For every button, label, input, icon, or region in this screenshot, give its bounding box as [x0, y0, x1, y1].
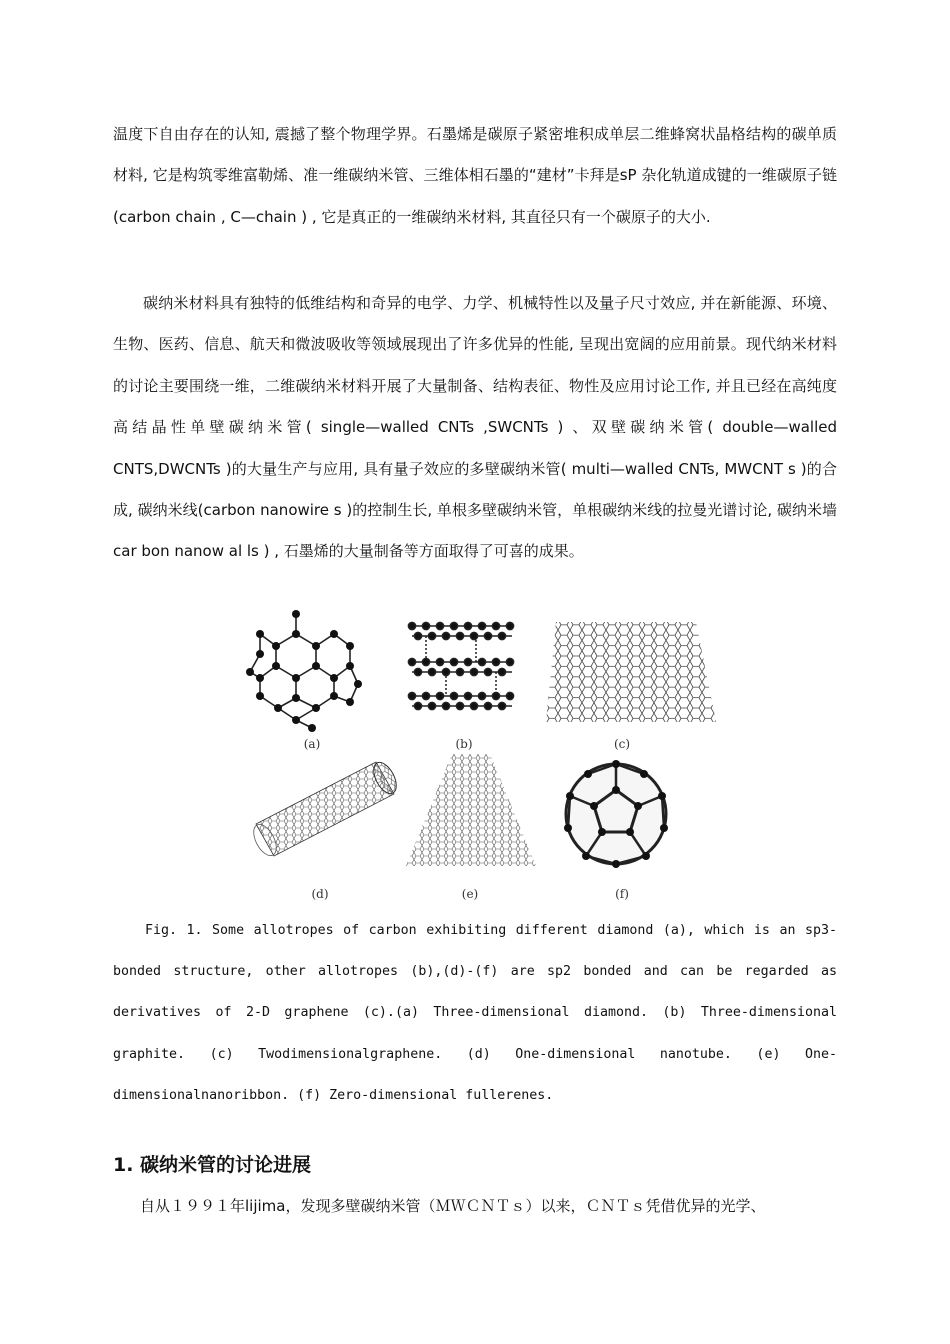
carbon-allotropes-figure: [246, 604, 716, 904]
nanoribbon-structure: [406, 754, 536, 866]
graphite-structure: [408, 622, 513, 709]
label-e: (e): [461, 887, 479, 901]
label-c: (c): [613, 737, 631, 751]
paragraph-carbon-nanomaterials: 碳纳米材料具有独特的低维结构和奇异的电学、力学、机械特性以及量子尺寸效应, 并在新能源、环境、生物、医药、信息、航天和微波吸收等领域展现出了许多优异的性能, 呈现出宽阔的应用前景。现代纳米材料的讨论主要围绕一维，二维碳纳米材料开展了大量制备、结构表征、物性及应用讨论工作, 并且已经在高纯度高结晶性单壁碳纳米管( single—walled CNTs ,SWCNTs ) 、双壁碳纳米管( double—walled CNTS,DWCNTs )的大量生产与应用, 具有量子效应的多壁碳纳米管( multi—walled CNTs, MWCNT s )的合成, 碳纳米线(carbon nanowire s )的控制生长, 单根多壁碳纳米管，单根碳纳米线的拉曼光谱讨论, 碳纳米墙car bon nanow al ls ) , 石墨烯的大量制备等方面取得了可喜的成果。: [113, 294, 837, 561]
nanotube-structure: [249, 759, 401, 859]
fullerene-structure: [564, 760, 668, 868]
label-a: (a): [303, 737, 321, 751]
paragraph-cnt-history: 自从１９９１年lijima，发现多壁碳纳米管（ＭＷＣＮＴｓ）以来，ＣＮＴｓ凭借优异的光学、: [140, 1197, 766, 1215]
label-b: (b): [455, 737, 473, 751]
allotropes-illustration: [246, 604, 716, 904]
label-f: (f): [615, 887, 629, 901]
label-d: (d): [311, 887, 329, 901]
section-heading: 1. 碳纳米管的讨论进展: [113, 1154, 312, 1176]
graphene-sheet: [546, 622, 716, 722]
paragraph-graphene-intro: 温度下自由存在的认知, 震撼了整个物理学界。石墨烯是碳原子紧密堆积成单层二维蜂窝状晶格结构的碳单质材料, 它是构筑零维富勒烯、准一维碳纳米管、三维体相石墨的“建材”卡拜是sP 杂化轨道成键的一维碳原子链(carbon chain , C—chain ) , 它是真正的一维碳纳米材料, 其直径只有一个碳原子的大小.: [113, 125, 837, 226]
diamond-structure: [250, 614, 358, 728]
figure-caption: Fig. 1. Some allotropes of carbon exhibiting different diamond (a), which is an sp3-bonded structure, other allotropes (b),(d)-(f) are sp2 bonded and can be regarded as derivatives of 2-D graphene (c).(a) Three-dimensional diamond. (b) Three-dimensional graphite. (c) Twodimensionalgraphene. (d) One-dimensional nanotube. (e) One-dimensionalnanoribbon. (f) Zero-dimensional fullerenes.: [113, 923, 837, 1103]
